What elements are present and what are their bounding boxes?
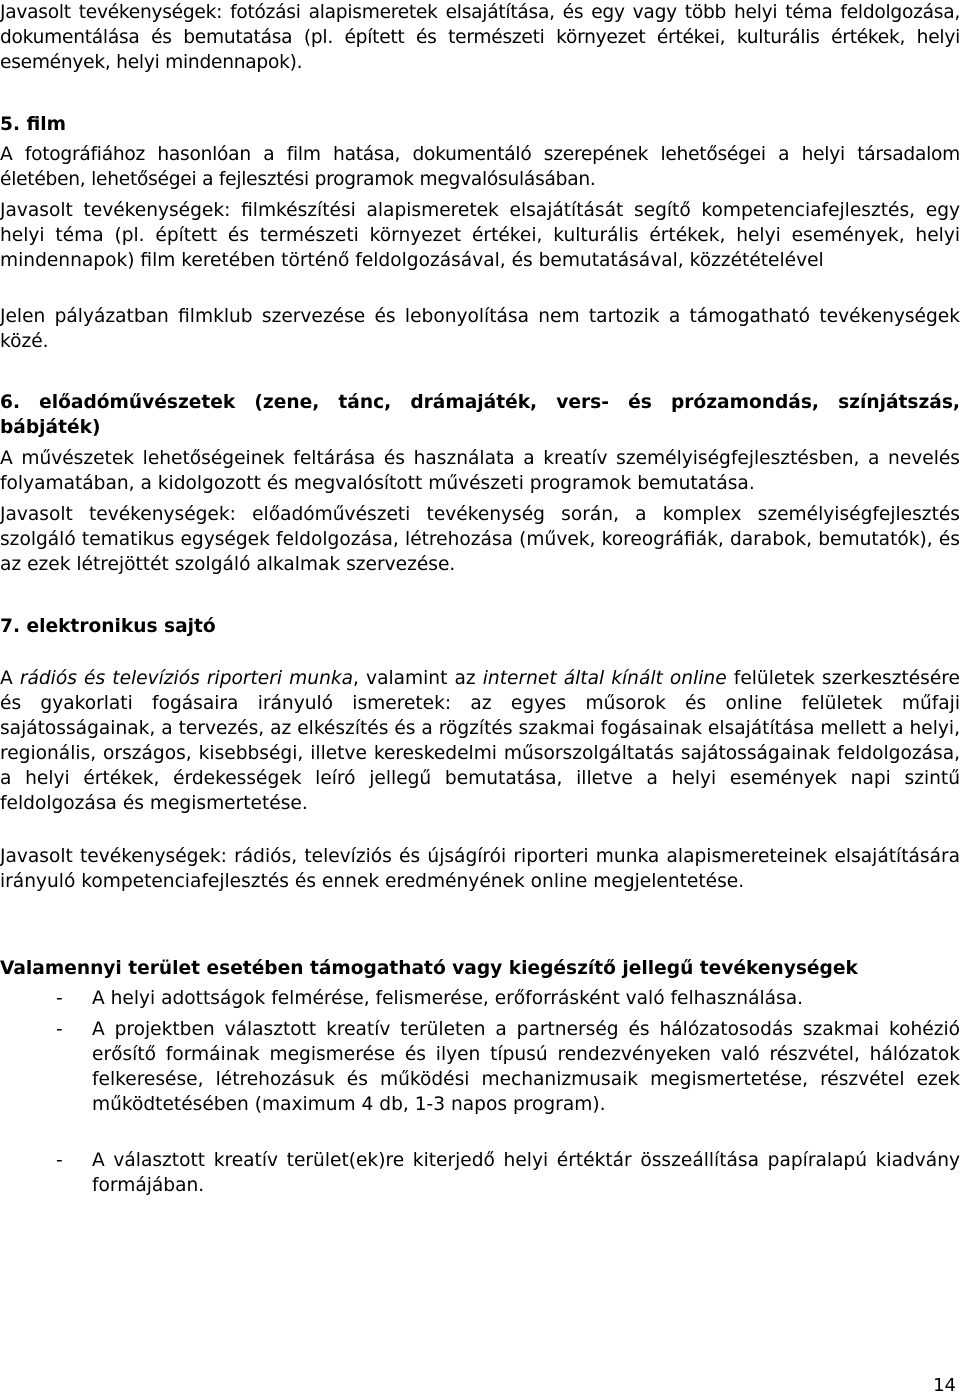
page-number: 14 [933,1375,956,1396]
all-areas-heading: Valamennyi terület esetében támogatható vagy kiegészítő jellegű tevékenységek [0,958,858,979]
section-7-p1-text-b: , valamint az [353,668,483,689]
list-item-text: A helyi adottságok felmérése, felismerése, erőforrásként való felhasználása. [92,988,804,1009]
section-7-p1-text-c: felületek szerkesztésére és gyakorlati fogásaira irányuló ismeretek: az egyes műsorok és online felületek műfaji sajátosságainak, a tervezés, az elkészítés és a rögzítés szakmai fogásainak elsajátítása mellett a helyi, regionális, országos, kisebbségi, illetve kereskedelmi műsorszolgáltatás sajátosságainak feldolgozása, a helyi értékek, érdekességek leíró jellegű bemutatása, illetve a helyi események napi szintű feldolgozása és megismertetése. [0,668,960,814]
section-7-heading: 7. elektronikus sajtó [0,616,216,637]
section-7-p1-text-a: A [0,668,20,689]
list-dash: - [56,1150,63,1171]
section-7-paragraph-2: Javasolt tevékenységek: rádiós, televíziós és újságírói riporteri munka alapismereteinek elsajátítására irányuló kompetenciafejlesztés és ennek eredményének online megjelentetése. [0,846,960,892]
section-7-p1-italic-2: internet által kínált online [482,668,727,689]
list-item-text: A projektben választott kreatív területen a partnerség és hálózatosodás szakmai kohézió erősítő formáinak megismerése és ilyen típusú rendezvényeken való részvétel, hálózatok felkeresése, létrehozásuk és működési mechanizmusaik megismertetése, részvétel ezek működtetésében (maximum 4 db, 1-3 napos program). [92,1019,960,1115]
section-5-paragraph-2: Javasolt tevékenységek: filmkészítési alapismeretek elsajátítását segítő kompetenciafejlesztés, egy helyi téma (pl. épített és természeti környezet értékei, kulturális értékek, helyi események, helyi mindennapok) film keretében történő feldolgozásával, és bemutatásával, közzétételével [0,200,960,271]
list-item-text: A választott kreatív terület(ek)re kiterjedő helyi értéktár összeállítása papíralapú kiadvány formájában. [92,1150,960,1196]
section-5-paragraph-3: Jelen pályázatban filmklub szervezése és lebonyolítása nem tartozik a támogatható tevékenységek közé. [0,306,960,352]
list-dash: - [56,988,63,1009]
section-7-paragraph-1 [0,666,960,816]
section-6-heading: 6. előadóművészetek (zene, tánc, drámajáték, vers- és prózamondás, színjátszás, bábjáték) [0,392,960,438]
section-6-paragraph-2: Javasolt tevékenységek: előadóművészeti tevékenység során, a komplex személyiségfejlesztés szolgáló tematikus egységek feldolgozása, létrehozása (művek, koreográfiák, darabok, bemutatók), és az ezek létrejöttét szolgáló alkalmak szervezése. [0,504,960,575]
section-6-paragraph-1: A művészetek lehetőségeinek feltárása és használata a kreatív személyiségfejlesztésben, a nevelés folyamatában, a kidolgozott és megvalósított művészeti programok bemutatása. [0,448,960,494]
section-5-heading: 5. film [0,114,67,135]
intro-paragraph: Javasolt tevékenységek: fotózási alapismeretek elsajátítása, és egy vagy több helyi téma feldolgozása, dokumentálása és bemutatása (pl. épített és természeti környezet értékei, kulturális értékek, helyi események, helyi mindennapok). [0,2,960,73]
section-5-paragraph-1: A fotográfiához hasonlóan a film hatása, dokumentáló szerepének lehetőségei a helyi társadalom életében, lehetőségei a fejlesztési programok megvalósulásában. [0,144,960,190]
list-dash: - [56,1019,63,1040]
section-7-p1-italic-1: rádiós és televíziós riporteri munka [19,668,354,689]
